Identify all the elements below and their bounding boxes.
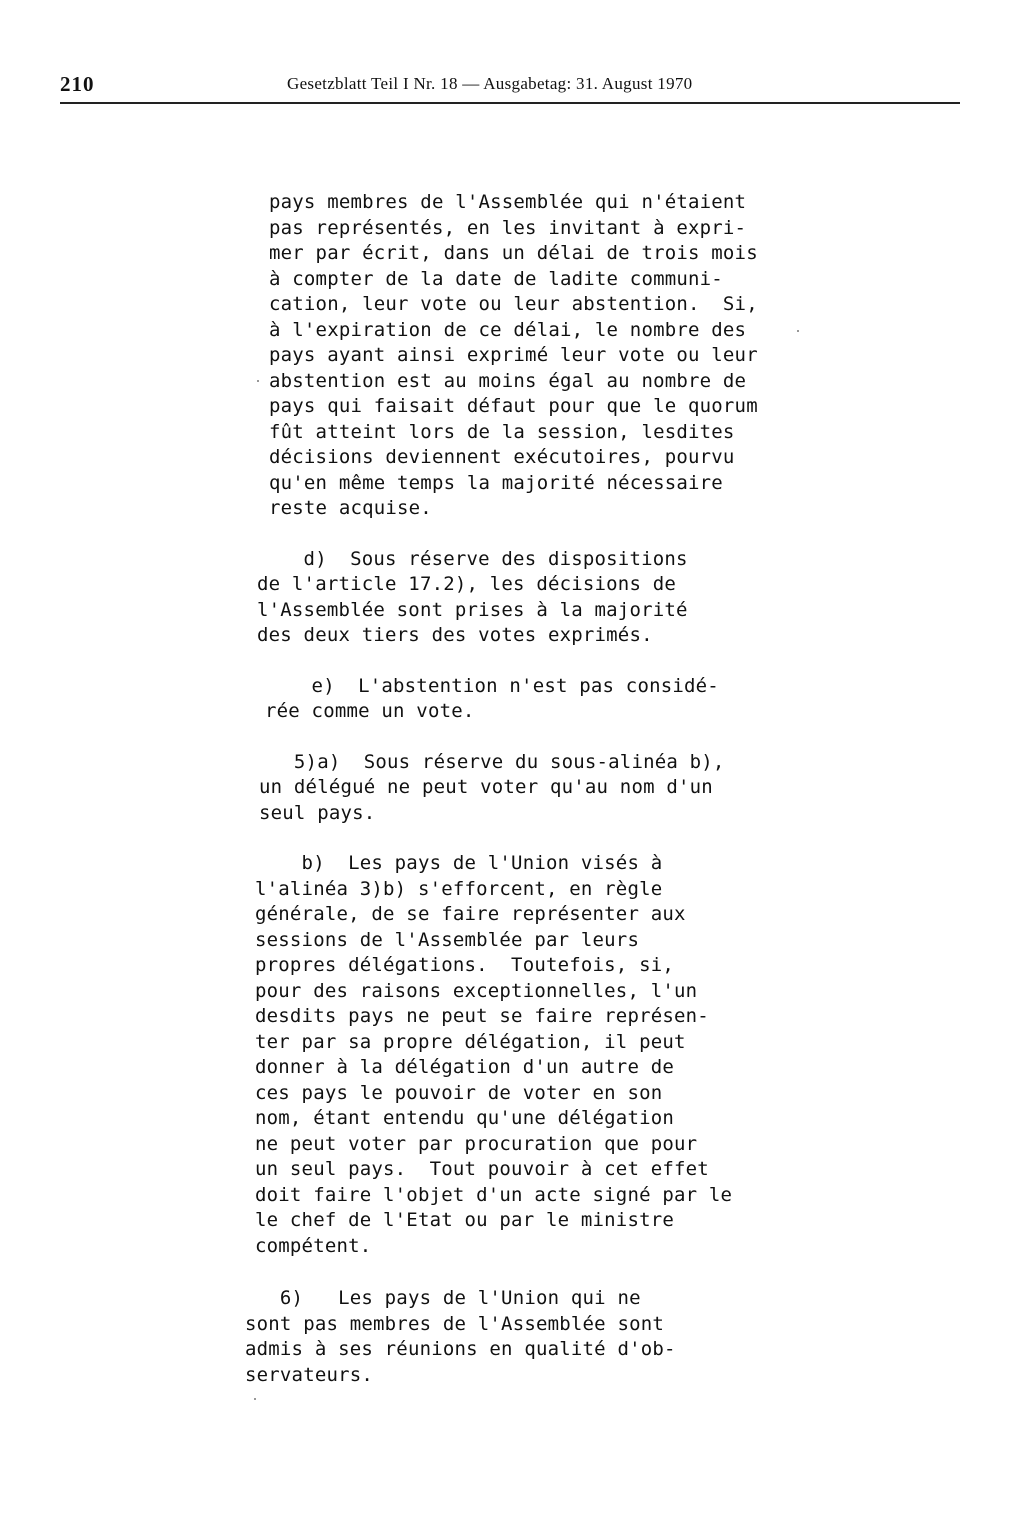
text-line: doit faire l'objet d'un acte signé par le (255, 1183, 733, 1206)
text-line: e) L'abstention n'est pas considé- (265, 674, 719, 697)
document-body (245, 190, 805, 1413)
text-line: reste acquise. (269, 497, 432, 519)
paragraph-6 (245, 1286, 805, 1388)
text-line: des deux tiers des votes exprimés. (257, 624, 653, 646)
text-line: b) Les pays de l'Union visés à (255, 852, 663, 874)
text-line: à l'expiration de ce délai, le nombre des (269, 318, 747, 341)
paragraph-5a (259, 750, 805, 827)
text-line: rée comme un vote. (265, 700, 475, 722)
paragraph-continuation (269, 190, 805, 522)
paragraph-e (265, 674, 805, 725)
text-line: un seul pays. Tout pouvoir à cet effet (255, 1158, 709, 1180)
text-line: pas représentés, en les invitant à expri- (269, 216, 747, 239)
text-line: 6) Les pays de l'Union qui ne (245, 1287, 641, 1309)
text-line: pays qui faisait défaut pour que le quorum (269, 395, 758, 417)
text-line: ces pays le pouvoir de voter en son (255, 1081, 663, 1104)
text-line: générale, de se faire représenter aux (255, 903, 686, 925)
text-line: desdits pays ne peut se faire représen- (255, 1005, 709, 1027)
text-line: ter par sa propre délégation, il peut (255, 1030, 686, 1053)
text-line: admis à ses réunions en qualité d'ob- (245, 1338, 676, 1360)
page-header (60, 72, 960, 104)
text-line: abstention est au moins égal au nombre de (269, 369, 747, 392)
text-line: le chef de l'Etat ou par le ministre (255, 1209, 675, 1231)
text-line: pays ayant ainsi exprimé leur vote ou leur (269, 344, 758, 366)
text-line: qu'en même temps la majorité nécessaire (269, 471, 723, 494)
text-line: compétent. (255, 1234, 372, 1257)
text-line: propres délégations. Toutefois, si, (255, 954, 675, 976)
paragraph-d (257, 547, 805, 649)
text-line: décisions deviennent exécutoires, pourvu (269, 446, 735, 468)
paragraph-b (255, 851, 805, 1259)
text-line: ne peut voter par procuration que pour (255, 1132, 698, 1155)
text-line: d) Sous réserve des dispositions (257, 547, 688, 570)
text-line: l'alinéa 3)b) s'efforcent, en règle (255, 877, 663, 900)
text-line: sessions de l'Assemblée par leurs (255, 928, 640, 951)
text-line: servateurs. (245, 1363, 374, 1386)
text-line: donner à la délégation d'un autre de (255, 1056, 675, 1078)
text-line: à compter de la date de ladite communi- (269, 267, 723, 290)
text-line: pour des raisons exceptionnelles, l'un (255, 979, 698, 1002)
header-title: Gesetzblatt Teil I Nr. 18 — Ausgabetag: 31. August 1970 (287, 74, 693, 93)
text-line: seul pays. (259, 801, 376, 824)
text-line: l'Assemblée sont prises à la majorité (257, 598, 688, 621)
text-line: de l'article 17.2), les décisions de (257, 573, 677, 595)
text-line: fût atteint lors de la session, lesdites (269, 420, 735, 443)
text-line: nom, étant entendu qu'une délégation (255, 1107, 675, 1129)
page-number: 210 (60, 72, 95, 96)
text-line: mer par écrit, dans un délai de trois mois (269, 242, 758, 264)
text-line: cation, leur vote ou leur abstention. Si, (269, 293, 758, 315)
text-line: sont pas membres de l'Assemblée sont (245, 1312, 665, 1335)
text-line: un délégué ne peut voter qu'au nom d'un (259, 776, 713, 798)
text-line: 5)a) Sous réserve du sous-alinéa b), (259, 750, 725, 773)
text-line: pays membres de l'Assemblée qui n'étaient (269, 191, 747, 213)
